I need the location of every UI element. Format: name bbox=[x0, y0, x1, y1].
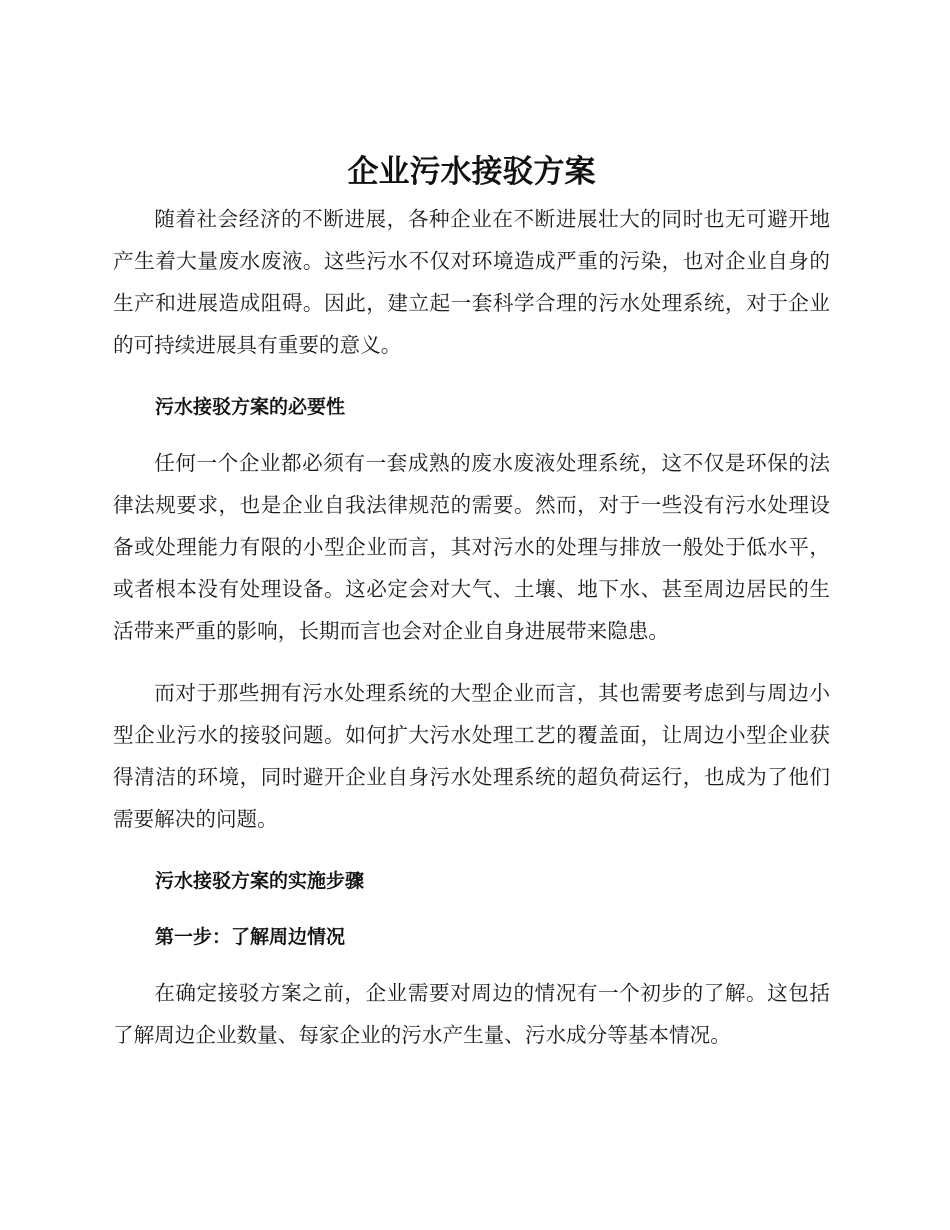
step-1-heading: 第一步：了解周边情况 bbox=[155, 926, 346, 948]
step-1-paragraph: 在确定接驳方案之前，企业需要对周边的情况有一个初步的了解。这包括了解周边企业数量、每家企业的污水产生量、污水成分等基本情况。 bbox=[113, 981, 830, 1047]
section-heading-steps: 污水接驳方案的实施步骤 bbox=[155, 870, 365, 892]
document-body bbox=[113, 148, 830, 1076]
necessity-paragraph-2: 而对于那些拥有污水处理系统的大型企业而言，其也需要考虑到与周边小型企业污水的接驳问题。如何扩大污水处理工艺的覆盖面，让周边小型企业获得清洁的环境，同时避开企业自身污水处理系统的超负荷运行，也成为了他们需要解决的问题。 bbox=[113, 681, 830, 831]
section-heading-necessity: 污水接驳方案的必要性 bbox=[155, 396, 346, 418]
intro-paragraph: 随着社会经济的不断进展，各种企业在不断进展壮大的同时也无可避开地产生着大量废水废液。这些污水不仅对环境造成严重的污染，也对企业自身的生产和进展造成阻碍。因此，建立起一套科学合理的污水处理系统，对于企业的可持续进展具有重要的意义。 bbox=[113, 207, 830, 357]
necessity-paragraph-1: 任何一个企业都必须有一套成熟的废水废液处理系统，这不仅是环保的法律法规要求，也是企业自我法律规范的需要。然而，对于一些没有污水处理设备或处理能力有限的小型企业而言，其对污水的处理与排放一般处于低水平，或者根本没有处理设备。这必定会对大气、土壤、地下水、甚至周边居民的生活带来严重的影响，长期而言也会对企业自身进展带来隐患。 bbox=[113, 451, 830, 643]
document-title: 企业污水接驳方案 bbox=[347, 154, 596, 190]
